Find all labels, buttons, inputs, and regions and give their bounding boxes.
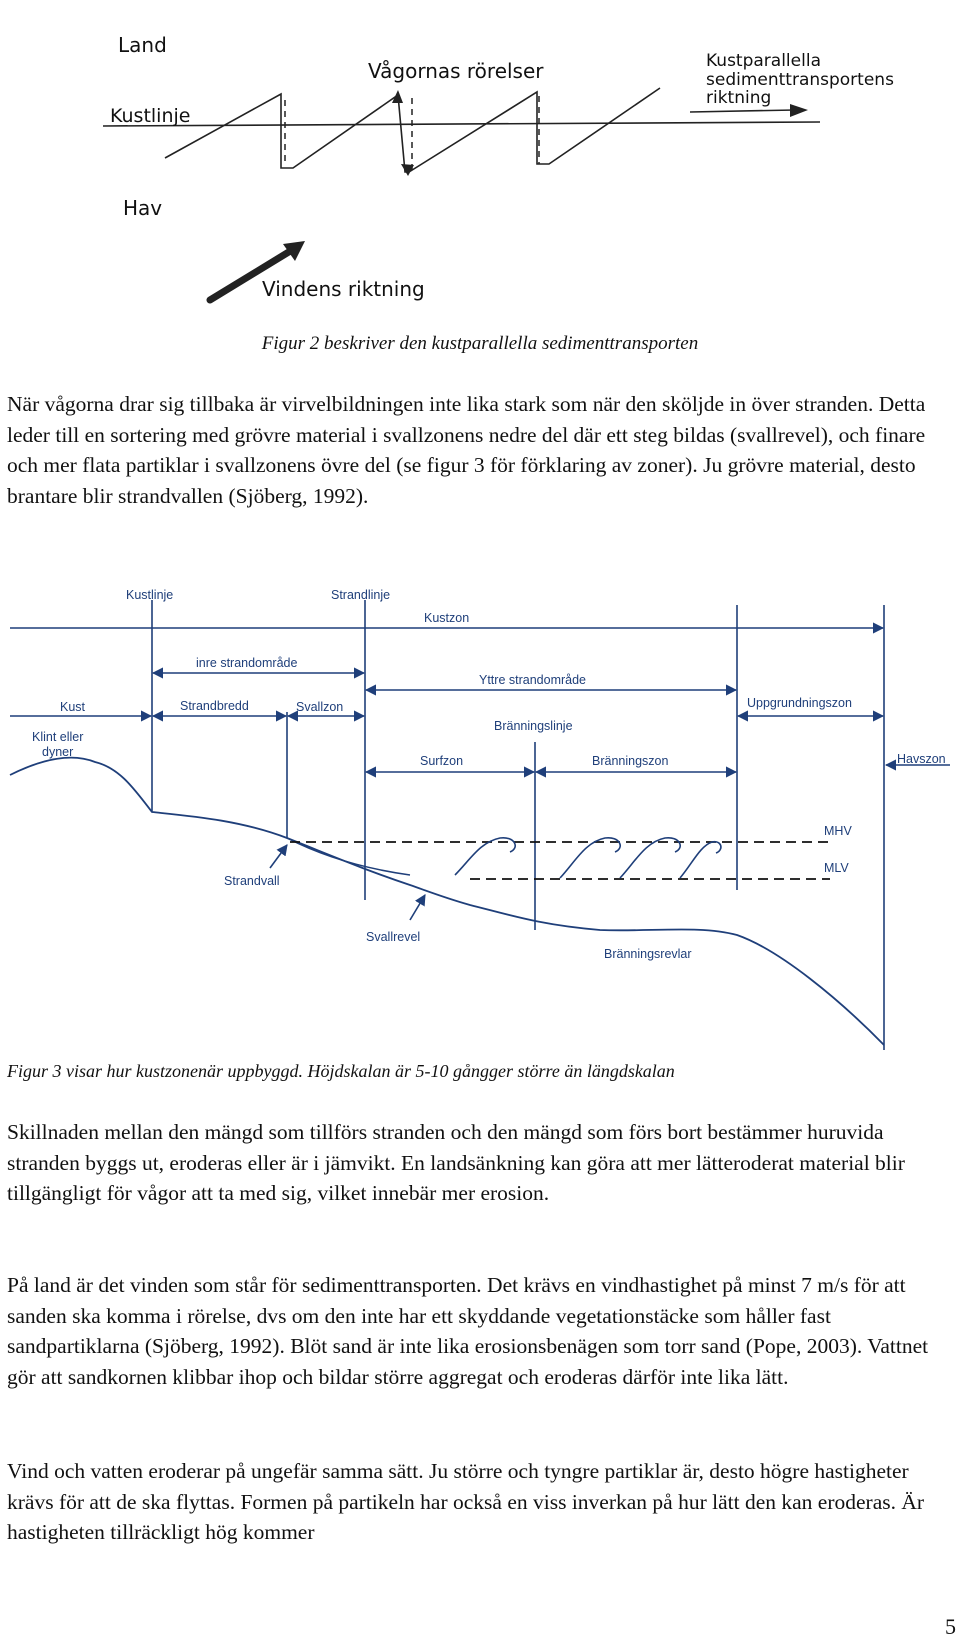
- label-strandvall: Strandvall: [224, 874, 280, 888]
- transport-arrow-line: [690, 110, 795, 112]
- coastline-label: Kustlinje: [110, 105, 191, 127]
- figure-2-caption: Figur 2 beskriver den kustparallella sedimenttransporten: [261, 333, 699, 354]
- transport-arrowhead: [790, 104, 808, 117]
- wave-up-arrowhead: [392, 90, 403, 103]
- figure-3-caption: Figur 3 visar hur kustzonenär uppbyggd. Höjdskalan är 5-10 gångger större än längdskalan: [7, 1061, 675, 1081]
- label-strandlinje: Strandlinje: [331, 588, 391, 602]
- coastline-line: [103, 122, 820, 126]
- land-label: Land: [118, 33, 167, 57]
- label-branningslinje: Bränningslinje: [494, 719, 573, 733]
- label-mlv: MLV: [824, 861, 849, 875]
- label-branningszon: Bränningszon: [592, 754, 669, 768]
- label-branningsrevlar: Bränningsrevlar: [604, 947, 692, 961]
- label-klint-eller: Klint eller: [32, 730, 84, 744]
- page-number: 5: [945, 1614, 956, 1639]
- label-surfzon: Surfzon: [420, 754, 464, 768]
- label-yttre-strandomrade: Yttre strandområde: [479, 673, 586, 687]
- label-svallrevel: Svallrevel: [366, 930, 421, 944]
- label-inre-strandomrade: inre strandområde: [196, 656, 298, 670]
- label-svallzon: Svallzon: [296, 700, 344, 714]
- paragraph-3: På land är det vinden som står för sedimenttransporten. Det krävs en vindhastighet på minst 7 m/s för att sanden ska komma i rörelse, dvs om den inte har ett skyddande vegetationstäcke som håller fast sandpartiklarna (Sjöberg, 1992). Blöt sand är inte lika erosionsbenägen som torr sand (Pope, 2003). Vattnet gör att sandkornen klibbar ihop och bildar större aggregat och eroderas därför inte lika lätt.: [7, 1273, 929, 1389]
- label-dyner: dyner: [42, 745, 74, 759]
- wave-motion-label: Vågornas rörelser: [368, 59, 544, 83]
- transport-label-2: sedimenttransportens: [706, 70, 894, 90]
- figure-3-diagram: [0, 570, 960, 1050]
- terrain-profile: [10, 758, 884, 1045]
- label-havszon: Havszon: [897, 752, 946, 766]
- transport-label-3: riktning: [706, 88, 772, 108]
- transport-label-1: Kustparallella: [706, 51, 821, 71]
- wind-label: Vindens riktning: [262, 277, 425, 301]
- figure-2-sketch: [0, 0, 960, 320]
- label-kustlinje: Kustlinje: [126, 588, 174, 602]
- paragraph-4: Vind och vatten eroderar på ungefär samma sätt. Ju större och tyngre partiklar är, desto högre hastigheter krävs för att de ska flyttas. Formen på partikeln har också en viss inverkan på hur lätt den kan eroderas. Är hastigheten tillräckligt hög kommer: [7, 1459, 925, 1544]
- label-uppgrundningszon: Uppgrundningszon: [747, 696, 852, 710]
- label-strandbredd: Strandbredd: [180, 699, 249, 713]
- label-mhv: MHV: [824, 824, 852, 838]
- paragraph-2: Skillnaden mellan den mängd som tillförs stranden och den mängd som förs bort bestämmer huruvida stranden byggs ut, eroderas eller är i jämvikt. En landsänkning kan göra att mer lätteroderat material blir tillgängligt för vågor att ta med sig, vilket innebär mer erosion.: [7, 1120, 905, 1205]
- label-kustzon: Kustzon: [424, 611, 470, 625]
- paragraph-1: När vågorna drar sig tillbaka är virvelbildningen inte lika stark som när den sköljde in över stranden. Detta leder till en sortering med grövre material i svallzonens nedre del där ett steg bildas (svallrevel), och finare och mer flata partiklar i svallzonens övre del (se figur 3 för förklaring av zoner). Ju grövre material, desto brantare blir strandvallen (Sjöberg, 1992).: [7, 392, 926, 508]
- label-kust: Kust: [60, 700, 86, 714]
- sea-label: Hav: [123, 196, 163, 220]
